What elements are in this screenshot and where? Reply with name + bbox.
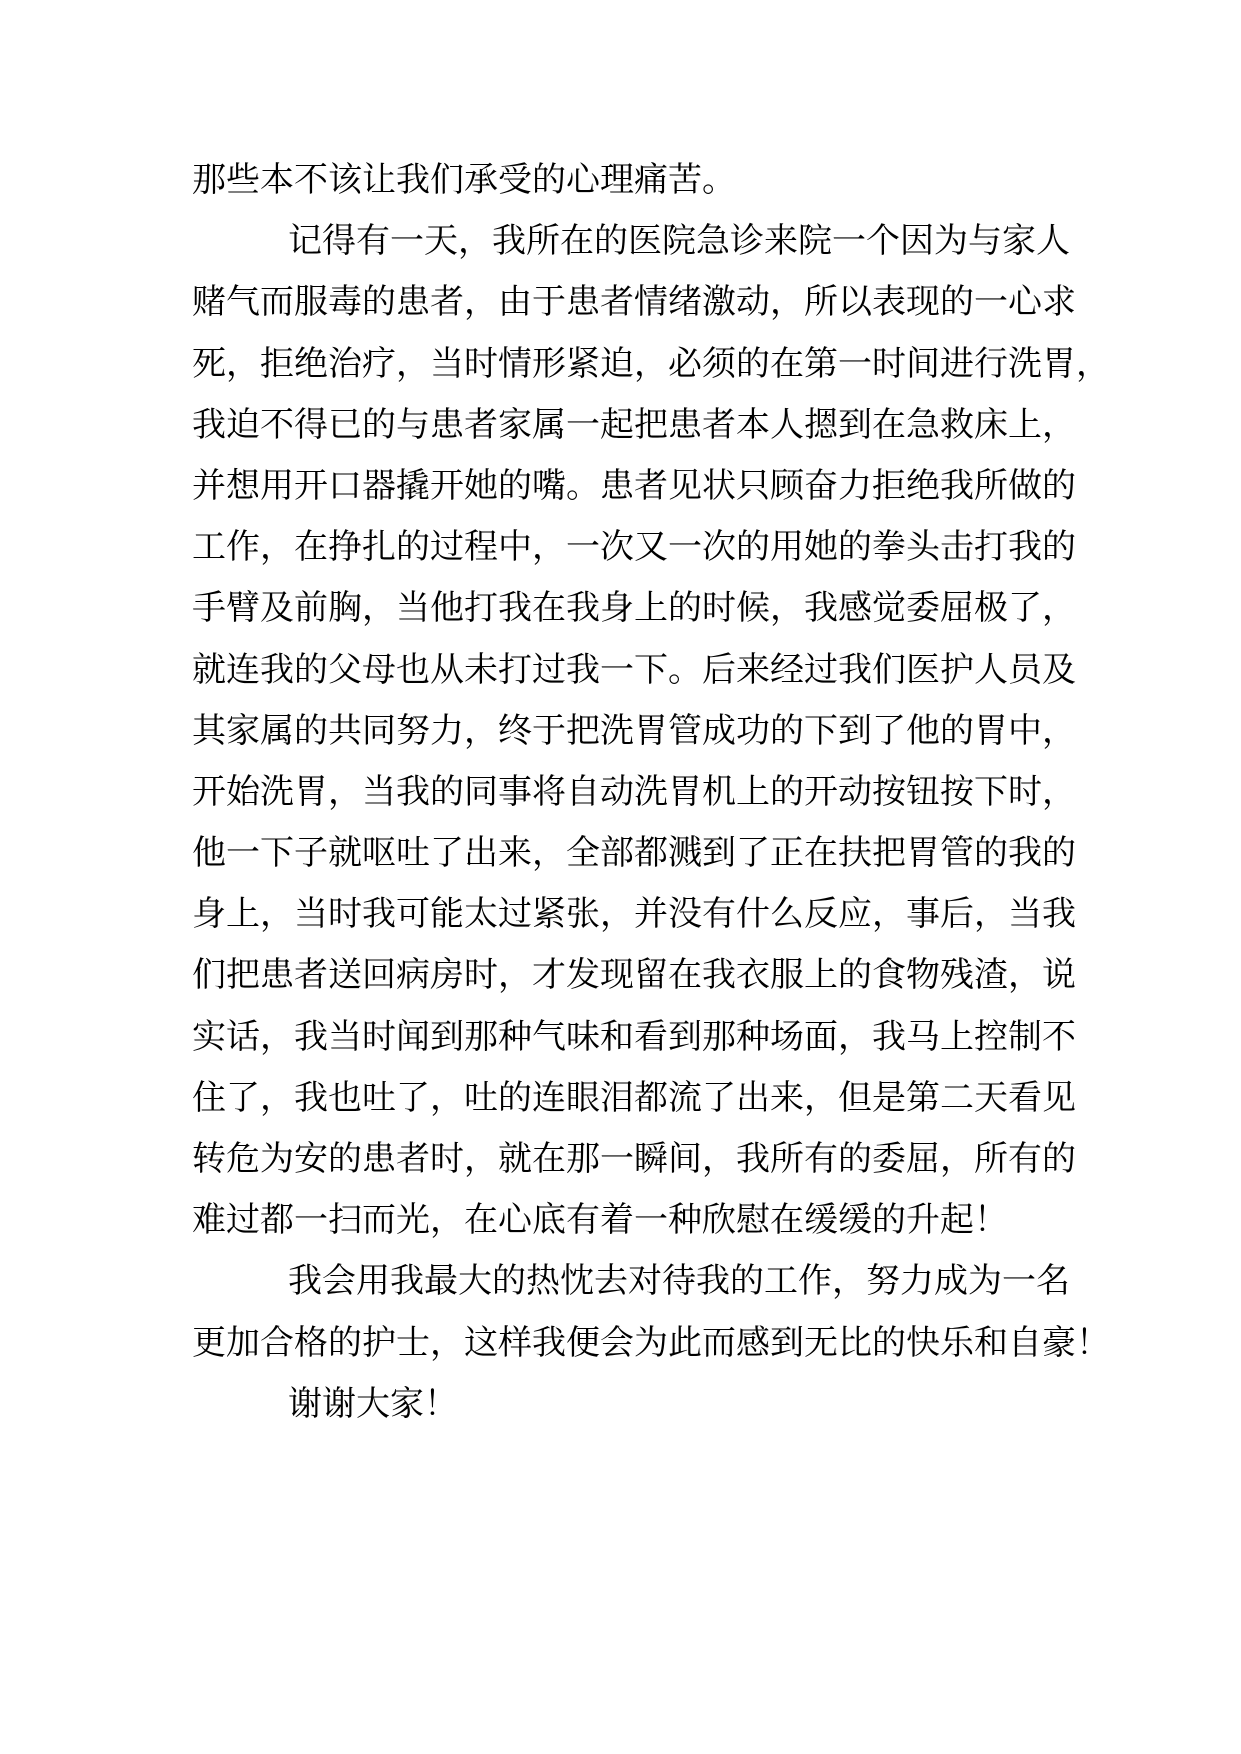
text-line: 那些本不该让我们承受的心理痛苦。 xyxy=(192,160,736,200)
text-line: 手臂及前胸，当他打我在我身上的时候，我感觉委屈极了， xyxy=(192,588,1076,629)
document-page xyxy=(192,150,1110,1435)
text-line: 其家属的共同努力，终于把洗胃管成功的下到了他的胃中， xyxy=(192,710,1076,751)
text-line: 们把患者送回病房时，才发现留在我衣服上的食物残渣，说 xyxy=(192,955,1076,996)
text-line: 就连我的父母也从未打过我一下。后来经过我们医护人员及 xyxy=(192,649,1076,690)
text-line: 他一下子就呕吐了出来，全部都溅到了正在扶把胃管的我的 xyxy=(192,833,1076,874)
text-line: 死，拒绝治疗，当时情形紧迫，必须的在第一时间进行洗胃， xyxy=(192,343,1110,384)
text-line: 身上，当时我可能太过紧张，并没有什么反应，事后，当我 xyxy=(192,894,1076,935)
text-line: 更加合格的护士，这样我便会为此而感到无比的快乐和自豪！ xyxy=(192,1322,1110,1363)
text-line: 难过都一扫而光，在心底有着一种欣慰在缓缓的升起！ xyxy=(192,1200,1008,1241)
text-line: 转危为安的患者时，就在那一瞬间，我所有的委屈，所有的 xyxy=(192,1139,1076,1179)
text-line: 我迫不得已的与患者家属一起把患者本人摁到在急救床上， xyxy=(192,404,1076,445)
text-line: 工作，在挣扎的过程中，一次又一次的用她的拳头击打我的 xyxy=(192,527,1076,568)
text-line: 谢谢大家！ xyxy=(288,1383,458,1424)
text-line: 住了，我也吐了，吐的连眼泪都流了出来，但是第二天看见 xyxy=(192,1077,1076,1118)
text-line: 赌气而服毒的患者，由于患者情绪激动，所以表现的一心求 xyxy=(192,282,1076,323)
text-line: 并想用开口器撬开她的嘴。患者见状只顾奋力拒绝我所做的 xyxy=(192,465,1076,506)
text-line: 记得有一天，我所在的医院急诊来院一个因为与家人 xyxy=(288,221,1070,262)
text-line: 我会用我最大的热忱去对待我的工作，努力成为一名 xyxy=(288,1261,1070,1302)
text-line: 开始洗胃，当我的同事将自动洗胃机上的开动按钮按下时， xyxy=(192,771,1076,812)
text-line: 实话，我当时闻到那种气味和看到那种场面，我马上控制不 xyxy=(192,1016,1076,1057)
